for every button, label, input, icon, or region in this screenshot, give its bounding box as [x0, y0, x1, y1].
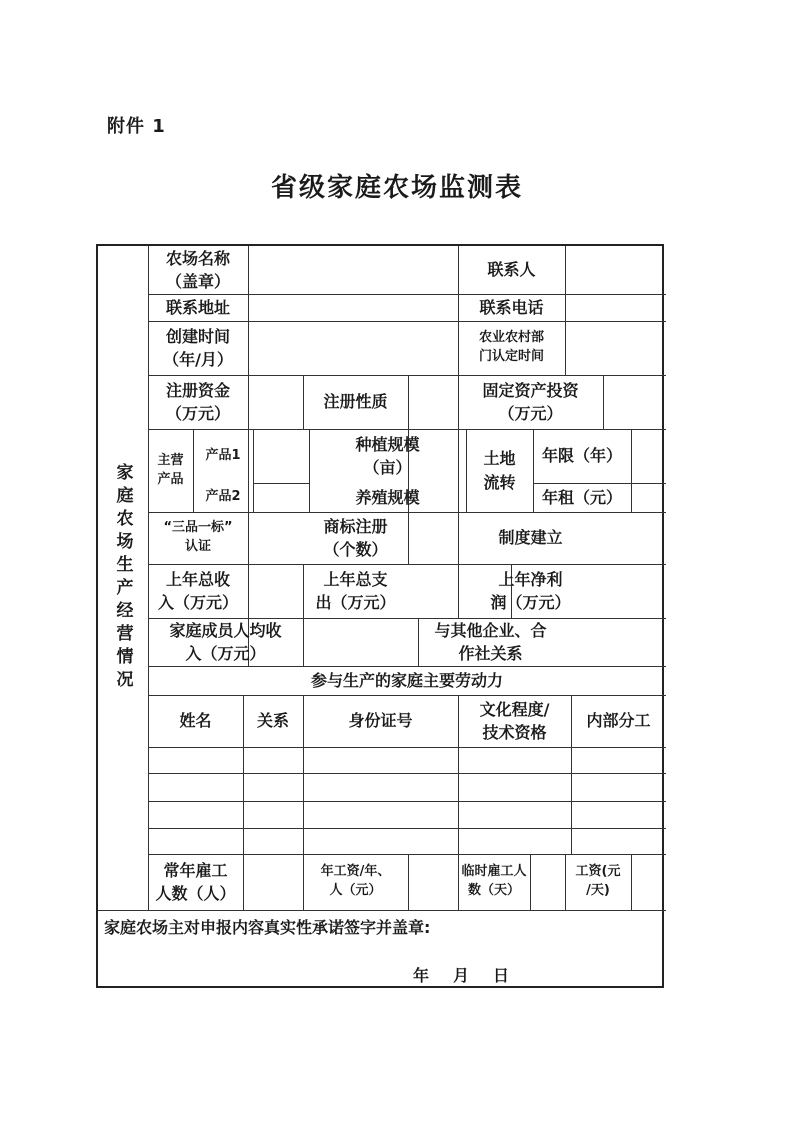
- label-planting-scale: 种植规模 （亩）: [355, 434, 420, 477]
- date-month: 月: [452, 966, 469, 986]
- label-annual-rent: 年租（元）: [541, 487, 622, 507]
- label-per-capita-income: 家庭成员人均收 入（万元）: [169, 620, 282, 663]
- label-breeding-scale: 养殖规模: [355, 487, 420, 507]
- label-system-establishment: 制度建立: [498, 528, 563, 548]
- label-farm-name: 农场名称 （盖章）: [165, 248, 230, 291]
- col-id-number: 身份证号: [348, 711, 413, 731]
- label-temp-workers: 临时雇工人 数（天）: [461, 864, 527, 898]
- label-net-profit: 上年净利 润（万元）: [490, 569, 571, 612]
- attachment-label: 附件 1: [107, 116, 166, 137]
- label-land-transfer: 土地 流转: [483, 449, 516, 492]
- col-name: 姓名: [179, 711, 212, 731]
- label-contact-person: 联系人: [487, 260, 536, 280]
- label-certification-date: 农业农村部 门认定时间: [478, 330, 544, 364]
- label-main-product: 主营 产品: [157, 452, 184, 487]
- label-product-1: 产品1: [205, 447, 241, 463]
- labor-section-header: 参与生产的家庭主要劳动力: [310, 670, 503, 690]
- label-product-2: 产品2: [205, 489, 241, 505]
- col-relation: 关系: [256, 711, 289, 731]
- page-title: 省级家庭农场监测表: [270, 173, 523, 203]
- label-daily-wage: 工资(元 /天): [575, 864, 621, 898]
- col-division: 内部分工: [586, 711, 651, 731]
- label-fixed-investment: 固定资产投资 （万元）: [482, 380, 579, 423]
- label-term-years: 年限（年）: [541, 446, 622, 466]
- pledge-text: 家庭农场主对申报内容真实性承诺签字并盖章:: [104, 918, 431, 938]
- label-cooperation: 与其他企业、合 作社关系: [434, 620, 547, 663]
- label-phone: 联系电话: [479, 297, 544, 317]
- date-day: 日: [492, 966, 509, 986]
- date-year: 年: [412, 966, 429, 986]
- label-certification-3: “三品一标” 认证: [163, 520, 233, 554]
- label-registered-capital: 注册资金 （万元）: [165, 380, 230, 423]
- side-label: 家庭农场生产经营情况: [112, 463, 133, 693]
- monitoring-form: [96, 244, 664, 988]
- label-registration-nature: 注册性质: [323, 392, 388, 412]
- label-total-expense: 上年总支 出（万元）: [315, 569, 396, 612]
- label-annual-wage: 年工资/年、 人（元）: [320, 864, 391, 898]
- label-trademark: 商标注册 （个数）: [323, 516, 388, 559]
- col-education: 文化程度/ 技术资格: [479, 699, 550, 742]
- label-address: 联系地址: [165, 297, 230, 317]
- label-total-income: 上年总收 入（万元）: [157, 569, 238, 612]
- label-hired-workers: 常年雇工 人数（人）: [155, 860, 236, 903]
- label-founded: 创建时间 （年/月）: [163, 326, 233, 369]
